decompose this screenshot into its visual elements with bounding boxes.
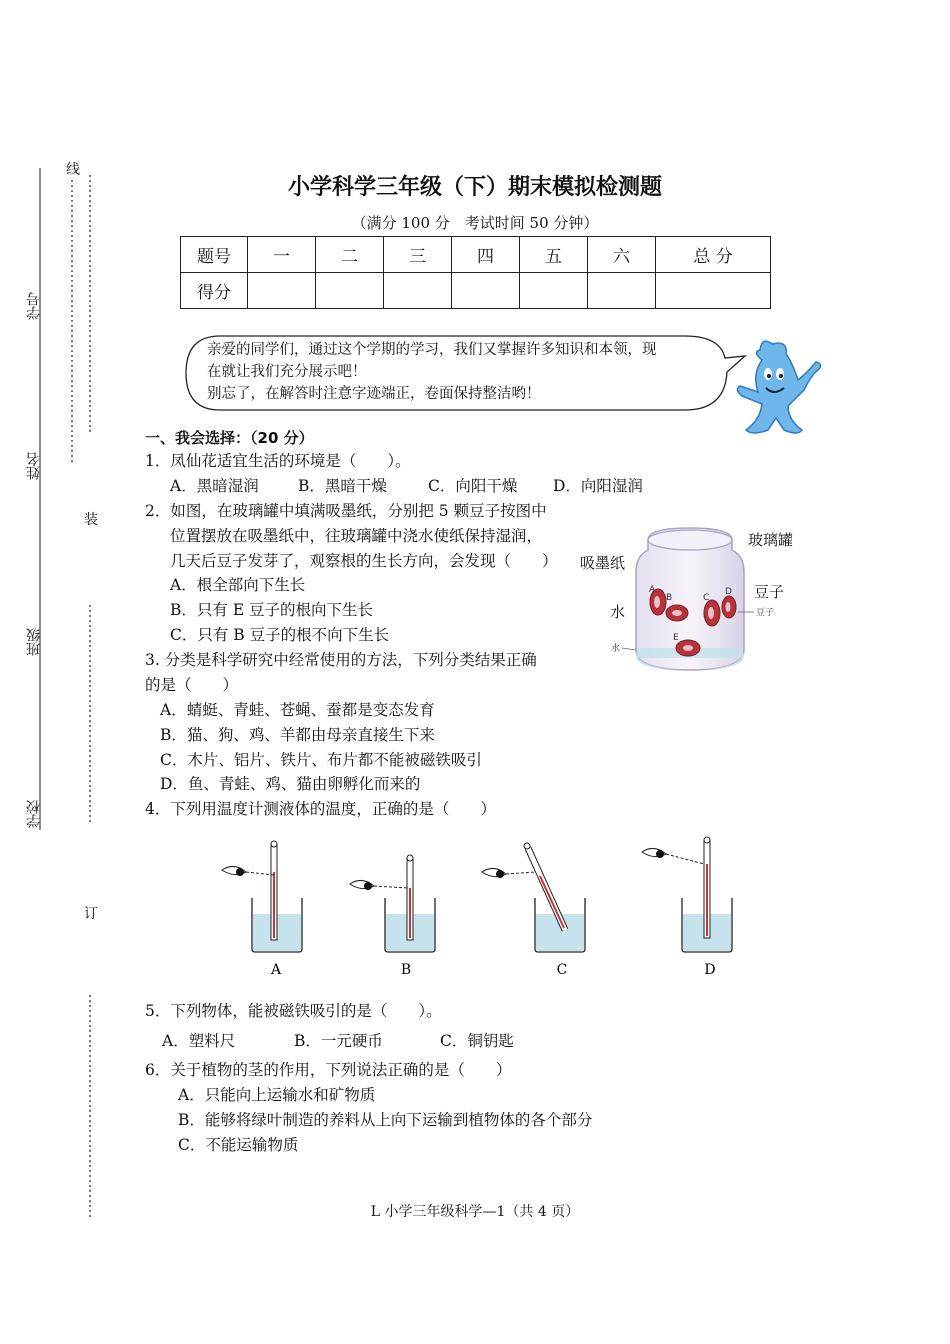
binding-ding: 订 — [84, 906, 98, 922]
score-input-cell[interactable] — [588, 273, 656, 309]
page-footer: L 小学三年级科学—1（共 4 页） — [370, 1204, 580, 1220]
binding-xian: 线 — [66, 162, 80, 178]
score-input-cell[interactable] — [520, 273, 588, 309]
bean-label-c: C — [703, 593, 710, 603]
score-input-cell[interactable] — [452, 273, 520, 309]
score-table — [180, 236, 771, 309]
q1-option-b[interactable]: B．黑暗干燥 — [298, 477, 387, 495]
q3-option-d[interactable]: D．鱼、青蛙、鸡、猫由卵孵化而来的 — [160, 775, 421, 793]
score-table-header-row — [181, 237, 771, 273]
score-cell: 四 — [452, 237, 520, 273]
q2-jar-figure — [578, 520, 808, 705]
thermometer-option-c — [482, 843, 585, 978]
q4-thermometer-figure — [210, 832, 770, 982]
q5-option-a[interactable]: A．塑料尺 — [162, 1032, 236, 1050]
field-class: 班级 — [26, 628, 42, 656]
bean-label-e: E — [673, 633, 679, 643]
small-water-label: 水 — [611, 644, 621, 654]
q1-option-c[interactable]: C．向阳干燥 — [428, 477, 518, 495]
score-input-cell[interactable] — [656, 273, 771, 309]
q5-option-b[interactable]: B．一元硬币 — [294, 1032, 383, 1050]
label-paper: 吸墨纸 — [580, 554, 626, 572]
q6-option-b[interactable]: B．能够将绿叶制造的养料从上向下运输到植物体的各个部分 — [178, 1111, 593, 1129]
q4-label-a: A — [270, 962, 282, 978]
q1-option-a[interactable]: A．黑暗湿润 — [170, 477, 259, 495]
q2-option-a[interactable]: A．根全部向下生长 — [170, 576, 306, 594]
score-cell: 总 分 — [656, 237, 771, 273]
small-bean-label: 豆子 — [756, 608, 775, 618]
q3-option-a[interactable]: A．蜻蜓、青蛙、苍蝇、蚕都是变态发育 — [160, 701, 435, 719]
bean-label-b: B — [666, 593, 673, 603]
mascot-icon — [732, 334, 827, 439]
q2-option-c[interactable]: C．只有 B 豆子的根不向下生长 — [170, 626, 390, 644]
q4-label-b: B — [400, 962, 412, 978]
q4-label-d: D — [704, 962, 716, 978]
q1-option-d[interactable]: D．向阳湿润 — [553, 477, 643, 495]
jar-rim — [648, 530, 732, 550]
q6-option-c[interactable]: C．不能运输物质 — [178, 1136, 299, 1154]
binding-zhuang: 装 — [84, 512, 98, 528]
score-cell: 一 — [248, 237, 316, 273]
binding-margin — [0, 0, 130, 1344]
field-name: 姓名 — [26, 452, 42, 480]
q4-label-c: C — [556, 962, 568, 978]
q3-option-c[interactable]: C．木片、铝片、铁片、布片都不能被磁铁吸引 — [160, 751, 482, 769]
score-input-cell[interactable] — [248, 273, 316, 309]
bean-label-d: D — [725, 587, 732, 597]
q4-stem: 4．下列用温度计测液体的温度，正确的是（ ） — [145, 800, 496, 818]
score-table-score-row — [181, 273, 771, 309]
thermometer-option-d — [642, 837, 732, 978]
q2-option-b[interactable]: B．只有 E 豆子的根向下生长 — [170, 601, 374, 619]
score-cell: 题号 — [181, 237, 248, 273]
bubble-line-2: 在就让我们充分展示吧！ — [207, 364, 367, 380]
q3-stem-line-2: 的是（ ） — [145, 676, 239, 694]
q3-stem-line-1: 3. 分类是科学研究中经常使用的方法，下列分类结果正确 — [145, 651, 537, 669]
score-input-cell[interactable] — [316, 273, 384, 309]
q2-stem-line-2: 位置摆放在吸墨纸中，往玻璃罐中浇水使纸保持湿润， — [170, 527, 543, 545]
q6-stem: 6．关于植物的茎的作用，下列说法正确的是（ ） — [145, 1061, 512, 1079]
field-student-id: 学号 — [26, 292, 42, 320]
page-subtitle: （满分 100 分 考试时间 50 分钟） — [351, 214, 599, 232]
q6-option-a[interactable]: A．只能向上运输水和矿物质 — [178, 1086, 376, 1104]
label-water: 水 — [610, 603, 626, 621]
score-row-label: 得分 — [181, 273, 248, 309]
bubble-line-3: 别忘了，在解答时注意字迹端正，卷面保持整洁哟！ — [207, 386, 541, 402]
bubble-line-1: 亲爱的同学们，通过这个学期的学习，我们又掌握许多知识和本领，现 — [207, 342, 657, 358]
q1-stem: 1．凤仙花适宜生活的环境是（ ）。 — [145, 452, 411, 470]
q2-stem-line-3: 几天后豆子发芽了，观察根的生长方向，会发现（ ） — [170, 552, 558, 570]
score-cell: 三 — [384, 237, 452, 273]
score-input-cell[interactable] — [384, 273, 452, 309]
label-bean: 豆子 — [754, 583, 785, 601]
score-cell: 二 — [316, 237, 384, 273]
field-school: 学校 — [26, 800, 42, 828]
label-jar: 玻璃罐 — [748, 531, 794, 549]
thermometer-option-b — [350, 855, 435, 978]
q5-option-c[interactable]: C．铜钥匙 — [440, 1032, 514, 1050]
thermometer-option-a — [222, 841, 302, 978]
score-cell: 六 — [588, 237, 656, 273]
section-heading: 一、我会选择：（20 分） — [145, 429, 314, 447]
bean-label-a: A — [649, 585, 656, 595]
q5-stem: 5．下列物体，能被磁铁吸引的是（ ）。 — [145, 1002, 442, 1020]
score-cell: 五 — [520, 237, 588, 273]
page-title: 小学科学三年级（下）期末模拟检测题 — [287, 175, 662, 200]
q3-option-b[interactable]: B．猫、狗、鸡、羊都由母亲直接生下来 — [160, 726, 435, 744]
q2-stem-line-1: 2．如图，在玻璃罐中填满吸墨纸，分别把 5 颗豆子按图中 — [145, 502, 547, 520]
